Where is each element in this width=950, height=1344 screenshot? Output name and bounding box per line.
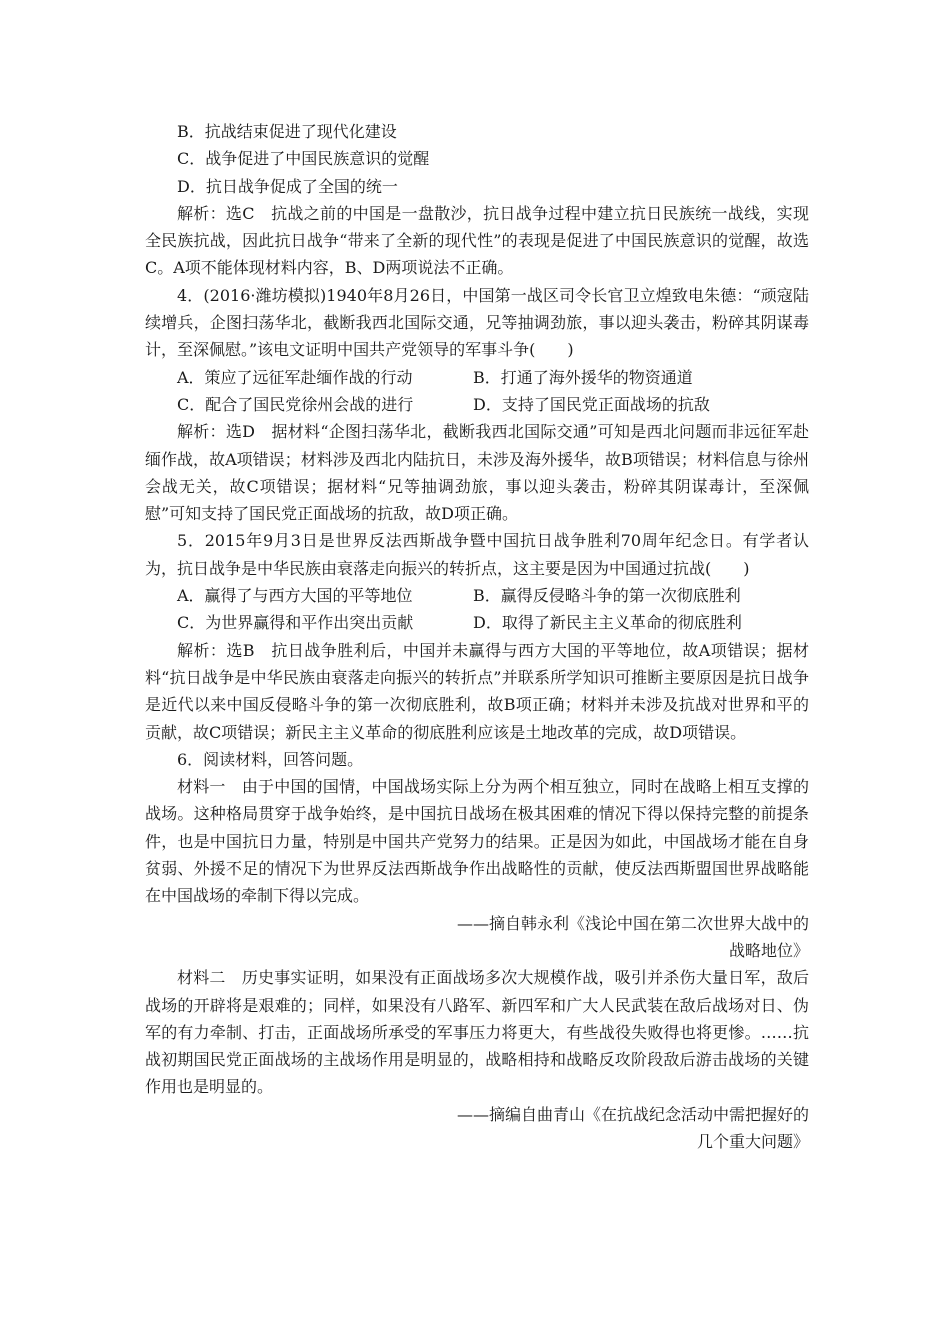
q5-options-row-1 [145,582,809,609]
q6-source-1-line-2: 战略地位》 [728,940,809,960]
q4-option-c: C．配合了国民党徐州会战的进行 [177,394,414,414]
q4-options-row-1 [145,364,809,391]
document-page [145,118,809,1155]
q4-options-row-2 [145,391,809,418]
q4-analysis: 解析：选D 据材料“企图扫荡华北，截断我西北国际交通”可知是西北问题而非远征军赴缅作战，故A项错误；材料涉及西北内陆抗日，未涉及海外援华，故B项错误；材料信息与徐州会战无关，故C项错误；据材料“兄等抽调劲旅，事以迎头袭击，粉碎其阴谋毒计，至深佩慰”可知支持了国民党正面战场的抗敌，故D项正确。 [145,422,809,524]
q5-option-c: C．为世界赢得和平作出突出贡献 [177,613,414,633]
q5-stem: 5．2015年9月3日是世界反法西斯战争暨中国抗日战争胜利70周年纪念日。有学者认为，抗日战争是中华民族由衰落走向振兴的转折点，这主要是因为中国通过抗战( ) [145,531,809,578]
q5-options-row-2 [145,609,809,636]
q4-stem: 4．(2016·潍坊模拟)1940年8月26日，中国第一战区司令长官卫立煌致电朱德：“顽寇陆续增兵，企图扫荡华北，截断我西北国际交通，兄等抽调劲旅，事以迎头袭击，粉碎其阴谋毒计，至深佩慰。”该电文证明中国共产党领导的军事斗争( ) [145,285,809,360]
q6-stem: 6．阅读材料，回答问题。 [177,749,364,769]
q6-source-2-line-2: 几个重大问题》 [696,1131,809,1151]
q6-material-1: 材料一 由于中国的国情，中国战场实际上分为两个相互独立，同时在战略上相互支撑的战场。这种格局贯穿于战争始终，是中国抗日战场在极其困难的情况下得以保持完整的前提条件，也是中国抗日力量，特别是中国共产党努力的结果。正是因为如此，中国战场才能在自身贫弱、外援不足的情况下为世界反法西斯战争作出战略性的贡献，使反法西斯盟国世界战略能在中国战场的牵制下得以完成。 [145,777,809,906]
q5-option-b: B．赢得反侵略斗争的第一次彻底胜利 [473,586,741,606]
q3-option-b: B．抗战结束促进了现代化建设 [177,122,397,141]
q4-option-d: D．支持了国民党正面战场的抗敌 [473,394,710,414]
q5-analysis: 解析：选B 抗日战争胜利后，中国并未赢得与西方大国的平等地位，故A项错误；据材料“抗日战争是中华民族由衰落走向振兴的转折点”并联系所学知识可推断主要原因是抗日战争是近代以来中国反侵略斗争的第一次彻底胜利，故B项正确；材料并未涉及抗战对世界和平的贡献，故C项错误；新民主主义革命的彻底胜利应该是土地改革的完成，故D项错误。 [145,640,809,742]
q3-option-d: D．抗日战争促成了全国的统一 [177,176,398,196]
q6-source-2-line-1: ——摘编自曲青山《在抗战纪念活动中需把握好的 [456,1104,809,1124]
q4-option-b: B．打通了海外援华的物资通道 [473,367,693,387]
q3-option-c: C．战争促进了中国民族意识的觉醒 [177,149,430,169]
q3-analysis: 解析：选C 抗战之前的中国是一盘散沙，抗日战争过程中建立抗日民族统一战线，实现全民族抗战，因此抗日战争“带来了全新的现代性”的表现是促进了中国民族意识的觉醒，故选C。A项不能体现材料内容，B、D两项说法不正确。 [145,203,809,278]
q5-option-a: A．赢得了与西方大国的平等地位 [177,586,413,606]
q6-source-1-line-1: ——摘自韩永利《浅论中国在第二次世界大战中的 [456,913,809,933]
q6-material-2: 材料二 历史事实证明，如果没有正面战场多次大规模作战，吸引并杀伤大量日军，敌后战场的开辟将是艰难的；同样，如果没有八路军、新四军和广大人民武装在敌后战场对日、伪军的有力牵制、打击，正面战场所承受的军事压力将更大，有些战役失败得也将更惨。……抗战初期国民党正面战场的主战场作用是明显的，战略相持和战略反攻阶段敌后游击战场的关键作用也是明显的。 [145,968,809,1097]
q5-option-d: D．取得了新民主主义革命的彻底胜利 [473,613,742,633]
q4-option-a: A．策应了远征军赴缅作战的行动 [177,367,413,387]
